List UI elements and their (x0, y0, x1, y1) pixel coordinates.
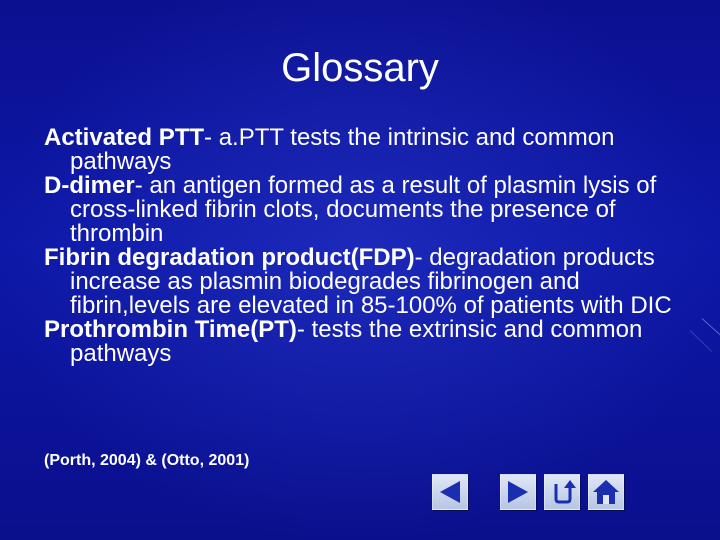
citation: (Porth, 2004) & (Otto, 2001) (44, 452, 250, 469)
glossary-definition: - degradation products increase as plasmin biodegrades fibrinogen and fibrin,levels are elevated in 85-100% of patients with DIC (70, 244, 672, 319)
glossary-term: Activated PTT (44, 124, 205, 151)
arrow-left-icon (433, 475, 467, 509)
glossary-entry-fdp (44, 246, 694, 318)
return-arrow-icon (545, 475, 579, 509)
home-icon (589, 475, 623, 509)
glossary-definition: - an antigen formed as a result of plasmin lysis of cross-linked fibrin clots, documents the presence of thrombin (70, 172, 657, 247)
glossary-definition: - tests the extrinsic and common pathways (70, 316, 643, 367)
arrow-right-icon (501, 475, 535, 509)
previous-button[interactable] (432, 474, 468, 510)
home-button[interactable] (588, 474, 624, 510)
decorative-streak (702, 318, 720, 341)
glossary-term: Fibrin degradation product(FDP) (44, 244, 415, 271)
return-button[interactable] (544, 474, 580, 510)
glossary-entry-d-dimer (44, 174, 694, 246)
glossary-term: Prothrombin Time(PT) (44, 316, 297, 343)
glossary-definition: - a.PTT tests the intrinsic and common pathways (70, 124, 615, 175)
glossary-entry-prothrombin-time (44, 318, 694, 366)
glossary-list (44, 126, 694, 366)
glossary-term: D-dimer (44, 172, 135, 199)
glossary-entry-activated-ptt (44, 126, 694, 174)
slide-title: Glossary (281, 46, 439, 90)
next-button[interactable] (500, 474, 536, 510)
